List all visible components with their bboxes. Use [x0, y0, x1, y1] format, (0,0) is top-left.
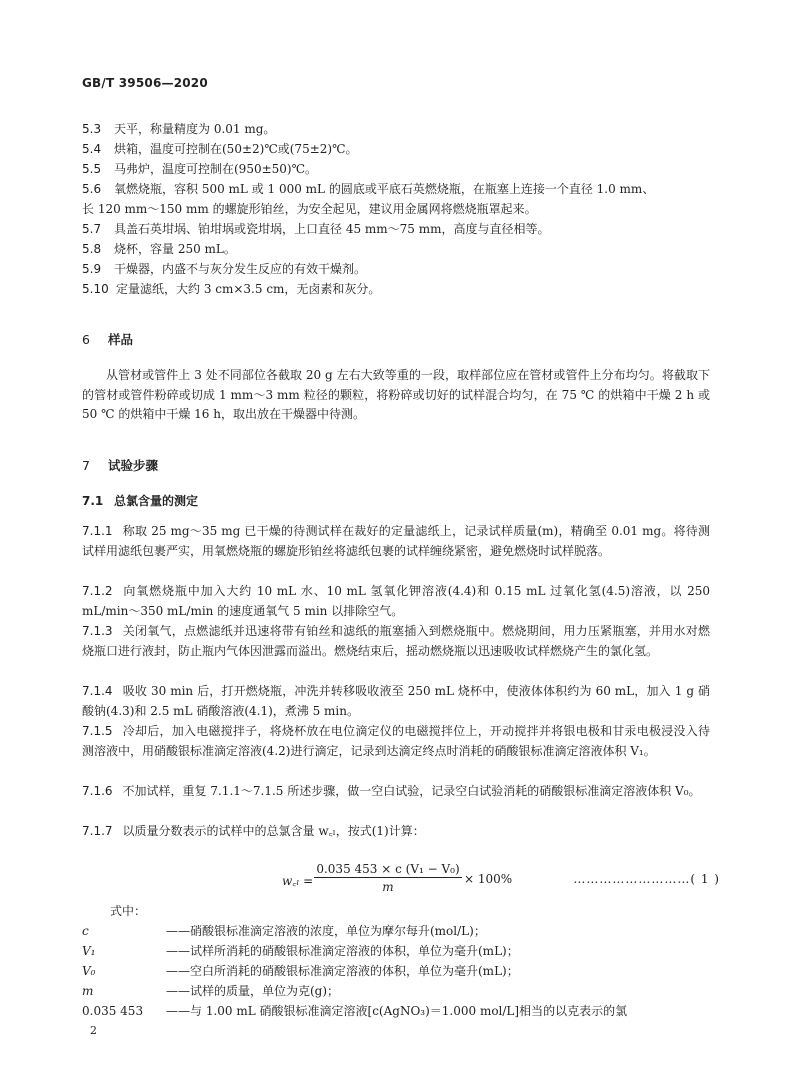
step-7-1-2	[82, 582, 710, 621]
definition-row	[82, 982, 339, 999]
formula-numerator: 0.035 453 × c (V₁ − V₀)	[314, 862, 462, 878]
step-number: 7.1.7	[82, 824, 113, 838]
item-text: 定量滤纸，大约 3 cm×3.5 cm，无卤素和灰分。	[116, 282, 381, 296]
item-number: 5.8	[82, 242, 102, 256]
definition-row	[82, 962, 519, 979]
item-number: 5.6	[82, 182, 102, 196]
item-text: 烧杯，容量 250 mL。	[114, 242, 236, 256]
formula-lhs: w꜀ₗ =	[282, 874, 314, 888]
apparatus-item	[82, 220, 550, 238]
step-text: 不加试样，重复 7.1.1～7.1.5 所述步骤，做一空白试验，记录空白试验消耗的硝酸银标准滴定溶液体积 V₀。	[122, 784, 701, 798]
section-body: 从管材或管件上 3 处不同部位各截取 20 g 左右大致等重的一段，取样部位应在管材或管件上分布均匀。将截取下的管材或管件粉碎或切成 1 mm～3 mm 粒径的颗粒，将粉碎或切好的试样混合均匀，在 75 ℃ 的烘箱中干燥 2 h 或 50 ℃ 的烘箱中干燥 16 h，取出放在干燥器中待测。	[82, 368, 710, 421]
step-7-1-6	[82, 782, 710, 802]
definitions-intro: 式中：	[110, 904, 147, 918]
item-number: 5.5	[82, 162, 102, 176]
definition-text: ——试样的质量，单位为克(g)；	[166, 984, 340, 998]
step-text: 冷却后，加入电磁搅拌子，将烧杯放在电位滴定仪的电磁搅拌位上，开动搅拌并将银电极和甘汞电极浸没入待测溶液中，用硝酸银标准滴定溶液(4.2)进行滴定，记录到达滴定终点时消耗的硝酸银标准滴定溶液体积 V₁。	[82, 724, 710, 758]
page-number: 2	[90, 1024, 97, 1037]
apparatus-item	[82, 280, 380, 298]
definition-text: ——空白所消耗的硝酸银标准滴定溶液的体积，单位为毫升(mL)；	[166, 964, 519, 978]
step-text: 吸收 30 min 后，打开燃烧瓶，冲洗并转移吸收液至 250 mL 烧杯中，使液体体积约为 60 mL，加入 1 g 硝酸钠(4.3)和 2.5 mL 硝酸溶液(4.1)，煮沸 5 min。	[82, 684, 710, 718]
symbol: V₁	[82, 944, 96, 958]
definition-row	[82, 1002, 627, 1019]
apparatus-item	[82, 260, 366, 278]
symbol: 0.035 453	[82, 1004, 144, 1018]
subsection-heading	[82, 492, 198, 509]
item-number: 5.3	[82, 122, 102, 136]
item-number: 5.7	[82, 222, 102, 236]
subsection-number: 7.1	[82, 494, 104, 508]
section-title: 试验步骤	[108, 458, 159, 473]
item-text: 干燥器，内盛不与灰分发生反应的有效干燥剂。	[114, 262, 367, 276]
step-number: 7.1.1	[82, 524, 113, 538]
apparatus-item	[82, 180, 654, 198]
section-heading	[82, 330, 133, 348]
step-number: 7.1.6	[82, 784, 113, 798]
step-number: 7.1.4	[82, 684, 113, 698]
item-number: 5.9	[82, 262, 102, 276]
section-title: 样品	[108, 332, 134, 347]
step-7-1-5	[82, 722, 710, 761]
step-text: 向氧燃烧瓶中加入大约 10 mL 水、10 mL 氢氧化钾溶液(4.4)和 0.15 mL 过氧化氢(4.5)溶液，以 250 mL/min～350 mL/min 的速度通氧气 5 min 以排除空气。	[82, 584, 710, 618]
step-number: 7.1.3	[82, 624, 113, 638]
definition-text: ——试样所消耗的硝酸银标准滴定溶液的体积，单位为毫升(mL)；	[166, 944, 519, 958]
apparatus-item	[82, 140, 358, 158]
step-7-1-1	[82, 522, 710, 561]
symbol: V₀	[82, 964, 96, 978]
item-number: 5.4	[82, 142, 102, 156]
item-number: 5.10	[82, 282, 109, 296]
step-7-1-4	[82, 682, 710, 721]
section-number: 7	[82, 458, 90, 473]
formula-denominator: m	[382, 880, 394, 894]
step-text: 关闭氧气，点燃滤纸并迅速将带有铂丝和滤纸的瓶塞插入到燃烧瓶中。燃烧期间，用力压紧瓶塞，并用水对燃烧瓶口进行液封，防止瓶内气体因泄露而溢出。燃烧结束后，摇动燃烧瓶以迅速吸收试样燃烧产生的氯化氢。	[82, 624, 710, 658]
standard-number: GB/T 39506—2020	[82, 76, 208, 90]
apparatus-item-continued	[82, 200, 537, 218]
apparatus-item	[82, 160, 317, 178]
step-7-1-7	[82, 822, 710, 842]
step-text: 称取 25 mg～35 mg 已干燥的待测试样在裁好的定量滤纸上，记录试样质量(m)，精确至 0.01 mg。将待测试样用滤纸包裹严实，用氧燃烧瓶的螺旋形铂丝将滤纸包裹的试样缠绕紧密，避免燃烧时试样脱落。	[82, 524, 710, 558]
definition-row	[82, 942, 519, 959]
item-text: 马弗炉，温度可控制在(950±50)℃。	[114, 162, 318, 176]
subsection-title: 总氯含量的测定	[114, 494, 199, 508]
step-number: 7.1.2	[82, 584, 113, 598]
item-text: 长 120 mm～150 mm 的螺旋形铂丝，为安全起见，建议用金属网将燃烧瓶罩起来。	[82, 202, 537, 216]
item-text: 烘箱，温度可控制在(50±2)℃或(75±2)℃。	[114, 142, 358, 156]
apparatus-item	[82, 240, 236, 258]
formula-multiplier: × 100%	[464, 872, 513, 886]
symbol: m	[82, 984, 94, 998]
equation-number: ………………………( 1 )	[573, 872, 720, 886]
definition-text: ——与 1.00 mL 硝酸银标准滴定溶液[c(AgNO₃)＝1.000 mol/L]相当的以克表示的氯	[166, 1004, 628, 1018]
definition-text: ——硝酸银标准滴定溶液的浓度，单位为摩尔每升(mol/L)；	[166, 924, 486, 938]
step-7-1-3	[82, 622, 710, 661]
apparatus-item	[82, 120, 275, 138]
item-text: 天平，称量精度为 0.01 mg。	[114, 122, 276, 136]
section-heading	[82, 456, 158, 474]
step-text: 以质量分数表示的试样中的总氯含量 w꜀ₗ，按式(1)计算：	[122, 824, 425, 838]
item-text: 具盖石英坩埚、铂坩埚或瓷坩埚，上口直径 45 mm～75 mm，高度与直径相等。	[114, 222, 550, 236]
item-text: 氧燃烧瓶，容积 500 mL 或 1 000 mL 的圆底或平底石英燃烧瓶，在瓶塞上连接一个直径 1.0 mm、	[114, 182, 655, 196]
section-number: 6	[82, 332, 90, 347]
definition-row	[82, 922, 486, 939]
formula-1	[282, 862, 720, 902]
formula-fraction	[314, 862, 462, 894]
symbol: c	[82, 924, 89, 938]
step-number: 7.1.5	[82, 724, 113, 738]
